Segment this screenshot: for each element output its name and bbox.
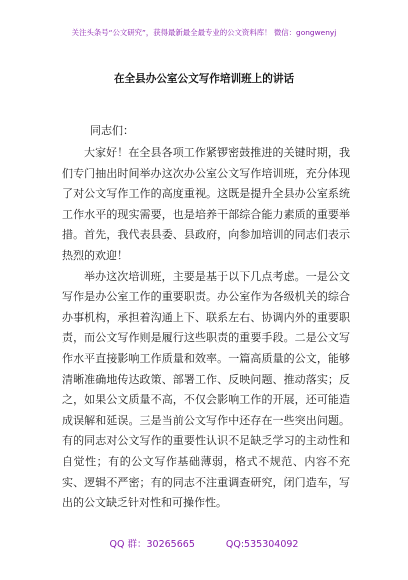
salutation: 同志们： [90,124,134,137]
paragraph-1: 大家好！在全县各项工作紧锣密鼓推进的关键时期，我们专门抽出时间举办这次办公室公文写作培训班，充分体现了对公文写作工作的高度重视。这既是提升全县办公室系统工作水平的现实需要，也是培养干部综合能力素质的重要举措。首先，我代表县委、县政府，向参加培训的同志们表示热烈的欢迎！ [62,146,350,262]
qq-number: QQ:535304092 [225,539,299,550]
header-banner: 关注头条号“公文研究”，获得最新最全最专业的公文资料库！ 微信：gongwenyj [71,28,337,37]
qq-group-number: QQ 群：30265665 [109,539,195,550]
paragraph-2: 举办这次培训班，主要是基于以下几点考虑。一是公文写作是办公室工作的重要职责。办公室作为各级机关的综合办事机构，承担着沟通上下、联系左右、协调内外的重要职责，而公文写作则是履行这些职责的重要手段。二是公文写作水平直接影响工作质量和效率。一篇高质量的公文，能够清晰准确地传达政策、部署工作、反映问题、推动落实；反之，如果公文质量不高，不仅会影响工作的开展，还可能造成误解和延误。三是当前公文写作中还存在一些突出问题。有的同志对公文写作的重要性认识不足缺乏学习的主动性和自觉性；有的公文写作基础薄弱，格式不规范、内容不充实、逻辑不严密；有的同志不注重调查研究，闭门造车，写出的公文缺乏针对性和可操作性。 [62,269,350,510]
footer-contact [0,536,408,550]
document-body [62,143,350,514]
document-title: 在全县办公室公文写作培训班上的讲话 [113,73,295,85]
